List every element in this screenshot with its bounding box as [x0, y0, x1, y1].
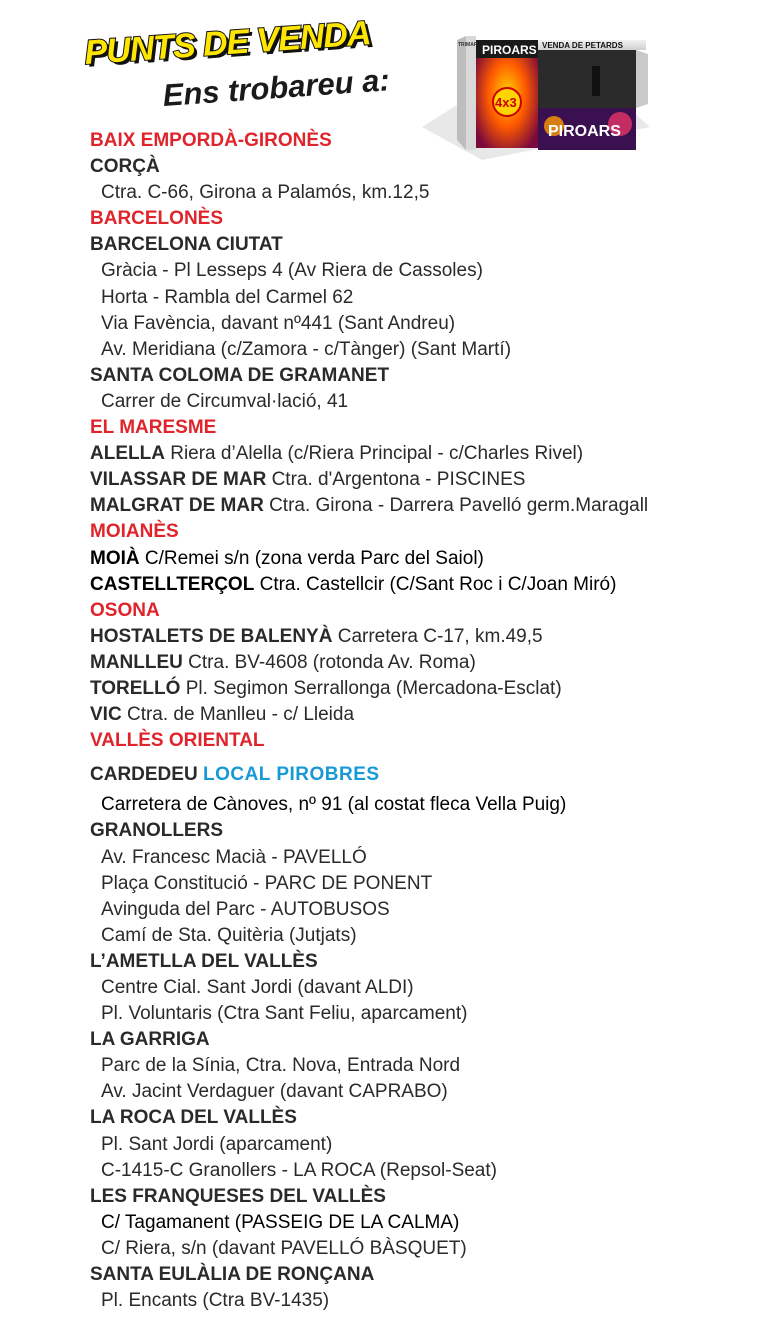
address-line: Ctra. C-66, Girona a Palamós, km.12,5 — [101, 182, 430, 204]
town-name: LA GARRIGA — [90, 1029, 210, 1051]
address-inline: Carretera C-17, km.49,5 — [337, 625, 543, 647]
address-line: C-1415-C Granollers - LA ROCA (Repsol-Seat) — [101, 1159, 497, 1181]
town-entry — [90, 676, 770, 702]
region-heading: BAIX EMPORDÀ-GIRONÈS — [90, 130, 332, 151]
kiosk-brand-right: PIROARS — [548, 123, 621, 140]
town-name: CASTELLTERÇOL — [90, 573, 255, 595]
town-entry — [90, 546, 770, 572]
address-line: Av. Jacint Verdaguer (davant CAPRABO) — [101, 1081, 448, 1103]
town-entry — [90, 572, 770, 598]
town-name: VIC — [90, 704, 122, 726]
address-line: Via Favència, davant nº441 (Sant Andreu) — [101, 312, 456, 334]
address-inline: Ctra. BV-4608 (rotonda Av. Roma) — [188, 651, 476, 673]
town-name: GRANOLLERS — [90, 820, 223, 842]
kiosk-poster-label: 4x3 — [495, 95, 517, 110]
page-subtitle: Ens trobareu a: — [161, 62, 391, 114]
address-inline: C/Remei s/n (zona verda Parc del Saiol) — [144, 547, 484, 569]
address-line: C/ Riera, s/n (davant PAVELLÓ BÀSQUET) — [101, 1237, 467, 1259]
address-line: Pl. Encants (Ctra BV-1435) — [101, 1290, 330, 1312]
town-name: LES FRANQUESES DEL VALLÈS — [90, 1185, 386, 1207]
address-line: Parc de la Sínia, Ctra. Nova, Entrada Nord — [101, 1055, 461, 1077]
town-entry — [90, 467, 770, 493]
region-heading: MOIANÈS — [90, 521, 179, 543]
town-name: CORÇÀ — [90, 156, 160, 178]
town-name: TORELLÓ — [90, 677, 181, 699]
spacer — [90, 754, 770, 762]
address-line: C/ Tagamanent (PASSEIG DE LA CALMA) — [101, 1211, 460, 1233]
town-name: SANTA COLOMA DE GRAMANET — [90, 364, 390, 386]
address-line: Carrer de Circumval·lació, 41 — [101, 390, 349, 412]
town-name: CARDEDEU — [90, 764, 198, 786]
town-entry — [90, 762, 770, 788]
title-block — [83, 14, 391, 114]
address-line: Gràcia - Pl Lesseps 4 (Av Riera de Cassoles) — [101, 260, 483, 282]
local-highlight: LOCAL PIROBRES — [202, 764, 380, 786]
town-name: LA ROCA DEL VALLÈS — [90, 1107, 297, 1129]
town-entry — [90, 650, 770, 676]
town-name: VILASSAR DE MAR — [90, 469, 267, 491]
region-heading: EL MARESME — [90, 417, 217, 439]
kiosk-sign: VENDA DE PETARDS — [542, 41, 623, 50]
address-line: Pl. Sant Jordi (aparcament) — [101, 1133, 333, 1155]
address-inline: Ctra. de Manlleu - c/ Lleida — [126, 704, 355, 726]
region-heading: VALLÈS ORIENTAL — [90, 730, 265, 752]
page-title: PUNTS DE VENDA — [83, 14, 372, 73]
address-line: Plaça Constitució - PARC DE PONENT — [101, 872, 433, 894]
town-name: L’AMETLLA DEL VALLÈS — [90, 950, 318, 972]
locations-list — [90, 128, 770, 1314]
address-line: Av. Meridiana (c/Zamora - c/Tànger) (Sant Martí) — [101, 338, 512, 360]
address-line: Carretera de Cànoves, nº 91 (al costat fleca Vella Puig) — [101, 794, 567, 816]
town-name: MALGRAT DE MAR — [90, 495, 264, 517]
address-line: Pl. Voluntaris (Ctra Sant Feliu, aparcament) — [101, 1003, 468, 1025]
address-inline: Ctra. d'Argentona - PISCINES — [271, 469, 526, 491]
town-entry — [90, 441, 770, 467]
address-inline: Pl. Segimon Serrallonga (Mercadona-Esclat) — [185, 677, 562, 699]
town-name: BARCELONA CIUTAT — [90, 234, 283, 256]
region-heading: BARCELONÈS — [90, 208, 224, 230]
town-name: ALELLA — [90, 443, 165, 465]
address-line: Horta - Rambla del Carmel 62 — [101, 286, 354, 308]
address-inline: Ctra. Castellcir (C/Sant Roc i C/Joan Miró) — [259, 573, 617, 595]
address-inline: Riera d’Alella (c/Riera Principal - c/Charles Rivel) — [170, 443, 584, 465]
address-line: Centre Cial. Sant Jordi (davant ALDI) — [101, 977, 414, 998]
kiosk-small-label: TRIMAR — [458, 42, 478, 48]
town-name: MANLLEU — [90, 651, 183, 673]
address-inline: Ctra. Girona - Darrera Pavelló germ.Maragall — [269, 495, 649, 517]
address-line: Camí de Sta. Quitèria (Jutjats) — [101, 924, 357, 946]
town-entry — [90, 702, 770, 728]
town-entry — [90, 624, 770, 650]
kiosk-brand-left: PIROARS — [482, 43, 537, 57]
region-heading: OSONA — [90, 599, 160, 621]
address-line: Av. Francesc Macià - PAVELLÓ — [101, 846, 367, 868]
town-name: HOSTALETS DE BALENYÀ — [90, 625, 333, 647]
town-name: MOIÀ — [90, 547, 140, 569]
town-entry — [90, 493, 770, 519]
address-line: Avinguda del Parc - AUTOBUSOS — [101, 898, 390, 920]
town-name: SANTA EULÀLIA DE RONÇANA — [90, 1264, 375, 1286]
